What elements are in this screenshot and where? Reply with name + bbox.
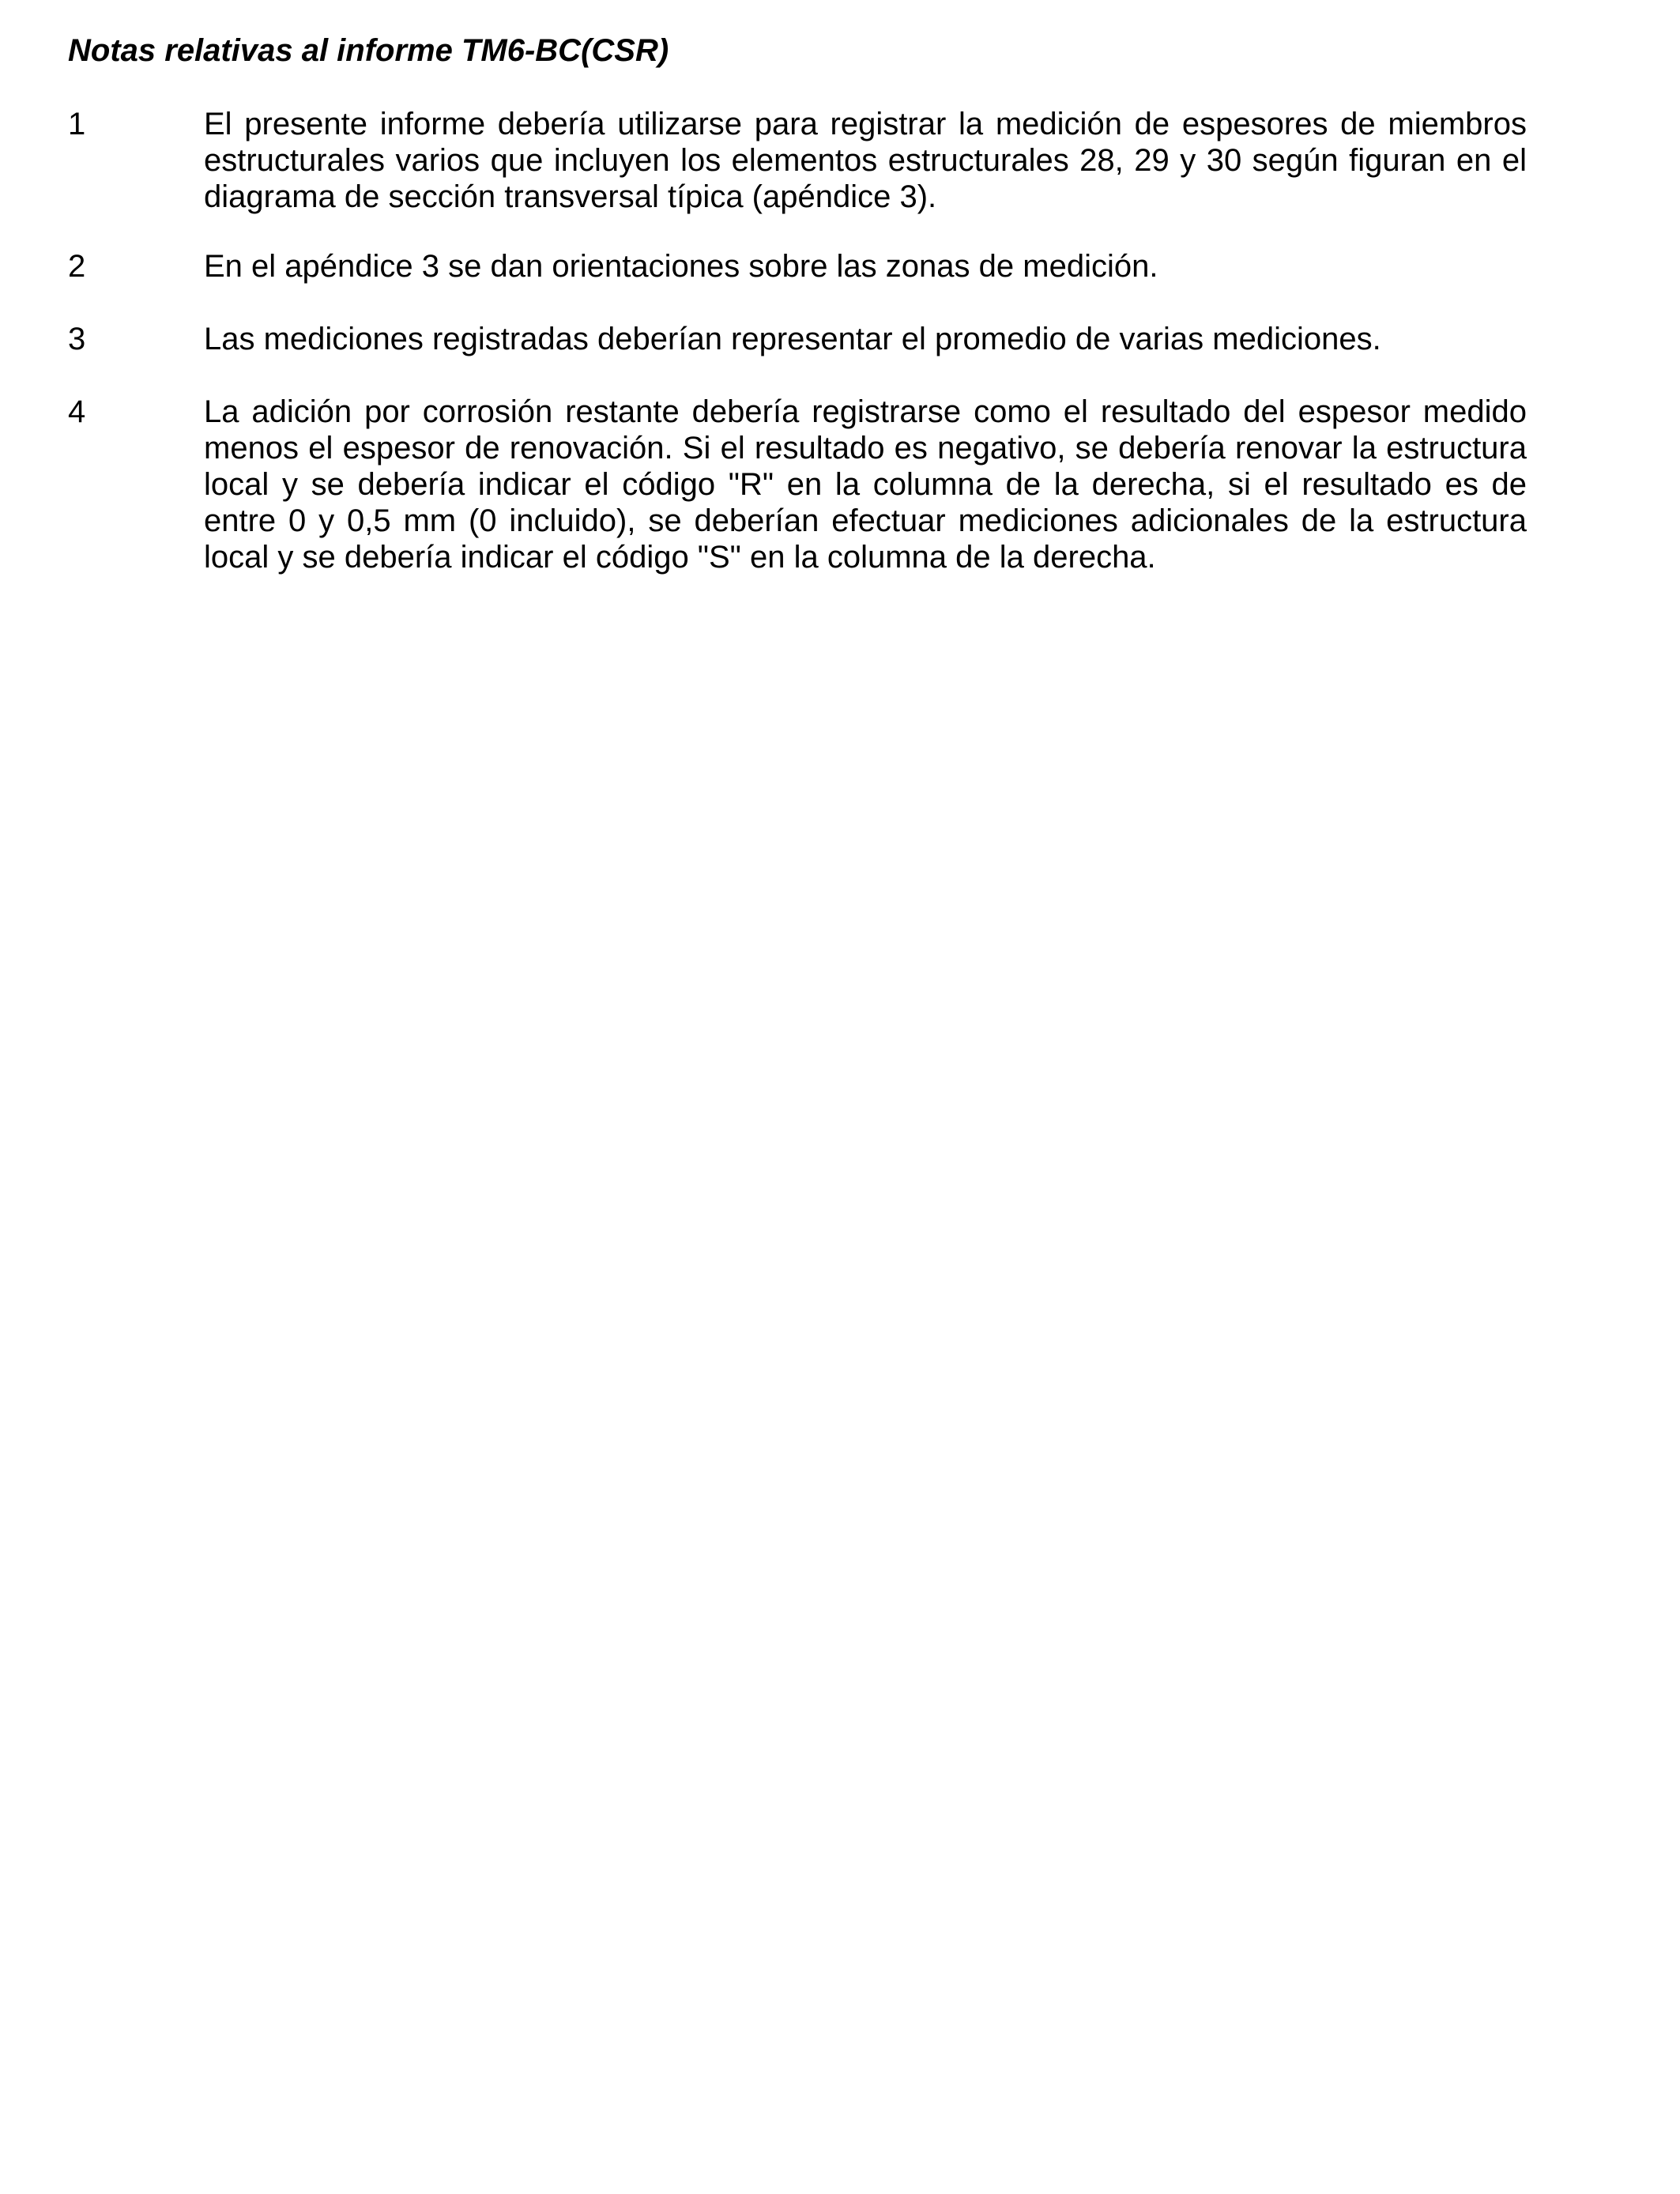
note-item-1 bbox=[68, 106, 1527, 215]
note-number-3: 3 bbox=[68, 322, 86, 356]
note-text-3: Las mediciones registradas deberían representar el promedio de varias mediciones. bbox=[204, 322, 1381, 356]
note-number-1: 1 bbox=[68, 107, 86, 141]
note-text-2: En el apéndice 3 se dan orientaciones sobre las zonas de medición. bbox=[204, 249, 1158, 284]
note-text-1: El presente informe debería utilizarse para registrar la medición de espesores de miembros estructurales varios que incluyen los elementos estructurales 28, 29 y 30 según figuran en el diagrama de sección transversal típica (apéndice 3). bbox=[204, 107, 1527, 214]
note-item-3 bbox=[68, 321, 1527, 357]
note-number-4: 4 bbox=[68, 394, 86, 429]
note-item-2 bbox=[68, 248, 1527, 285]
note-item-4 bbox=[68, 394, 1527, 575]
note-number-2: 2 bbox=[68, 249, 86, 284]
note-text-4: La adición por corrosión restante debería registrarse como el resultado del espesor medido menos el espesor de renovación. Si el resultado es negativo, se debería renovar la estructura local y se debería indicar el código "R" en la columna de la derecha, si el resultado es de entre 0 y 0,5 mm (0 incluido), se deberían efectuar mediciones adicionales de la estructura local y se debería indicar el código "S" en la columna de la derecha. bbox=[204, 394, 1527, 575]
page-title: Notas relativas al informe TM6-BC(CSR) bbox=[68, 33, 669, 68]
